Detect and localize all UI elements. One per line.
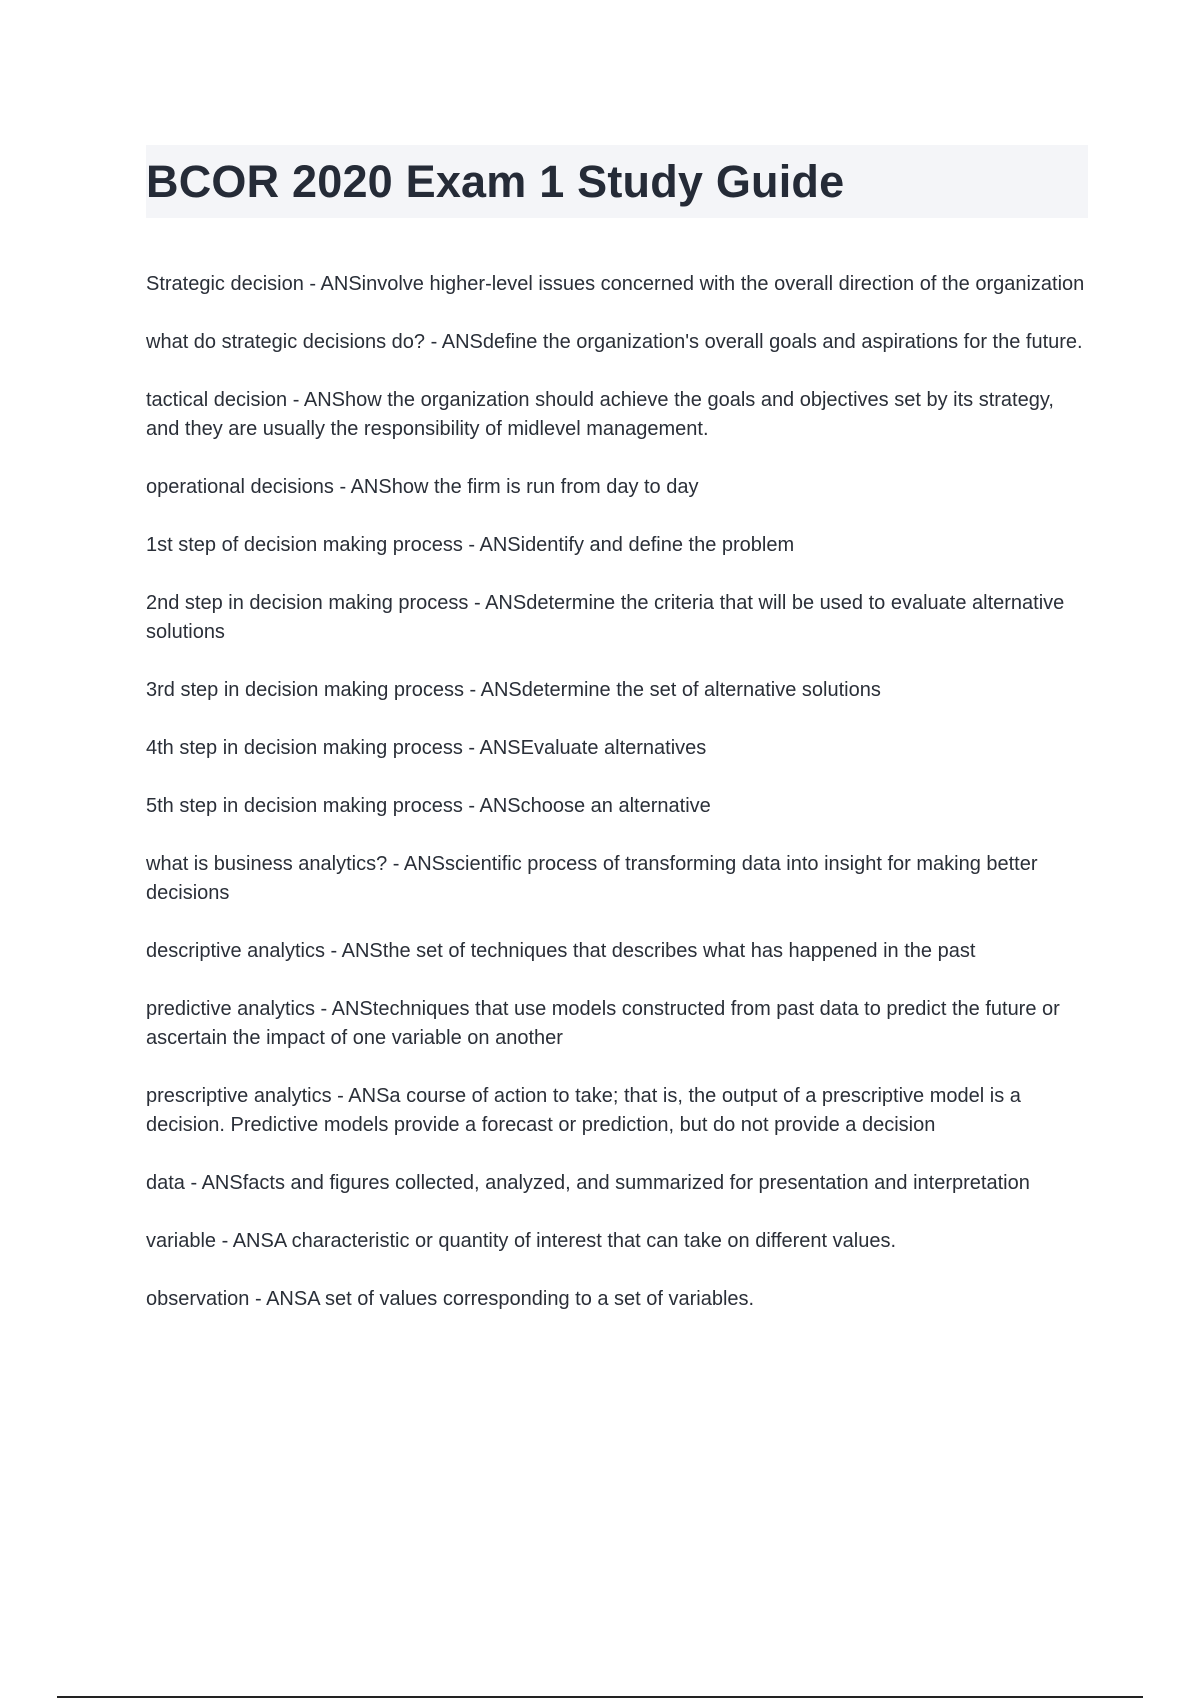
qa-entry: predictive analytics - ANStechniques that use models constructed from past data to predict the future or ascertain the impact of one variable on another [146, 998, 1060, 1049]
qa-entry: 2nd step in decision making process - ANSdetermine the criteria that will be used to evaluate alternative solutions [146, 592, 1065, 643]
qa-entry: what is business analytics? - ANSscientific process of transforming data into insight for making better decisions [146, 853, 1038, 904]
qa-entry: 5th step in decision making process - ANSchoose an alternative [146, 795, 711, 817]
qa-entry: 4th step in decision making process - ANSEvaluate alternatives [146, 737, 707, 759]
qa-entry: tactical decision - ANShow the organization should achieve the goals and objectives set by its strategy, and they are usually the responsibility of midlevel management. [146, 389, 1054, 440]
qa-entry: prescriptive analytics - ANSa course of action to take; that is, the output of a prescriptive model is a decision. Predictive models provide a forecast or prediction, but do not provide a decision [146, 1085, 1021, 1136]
page-bottom-divider [57, 1696, 1143, 1698]
qa-list [146, 270, 1086, 1343]
qa-entry: Strategic decision - ANSinvolve higher-level issues concerned with the overall direction of the organization [146, 273, 1085, 295]
title-band [146, 145, 1088, 218]
qa-entry: observation - ANSA set of values corresponding to a set of variables. [146, 1288, 755, 1310]
qa-entry: what do strategic decisions do? - ANSdefine the organization's overall goals and aspirations for the future. [146, 331, 1083, 353]
page-title: BCOR 2020 Exam 1 Study Guide [146, 156, 845, 207]
qa-entry: operational decisions - ANShow the firm is run from day to day [146, 476, 699, 498]
qa-entry: variable - ANSA characteristic or quantity of interest that can take on different values. [146, 1230, 897, 1252]
qa-entry: 3rd step in decision making process - ANSdetermine the set of alternative solutions [146, 679, 881, 701]
qa-entry: 1st step of decision making process - ANSidentify and define the problem [146, 534, 795, 556]
qa-entry: descriptive analytics - ANSthe set of techniques that describes what has happened in the past [146, 940, 976, 962]
qa-entry: data - ANSfacts and figures collected, analyzed, and summarized for presentation and interpretation [146, 1172, 1030, 1194]
